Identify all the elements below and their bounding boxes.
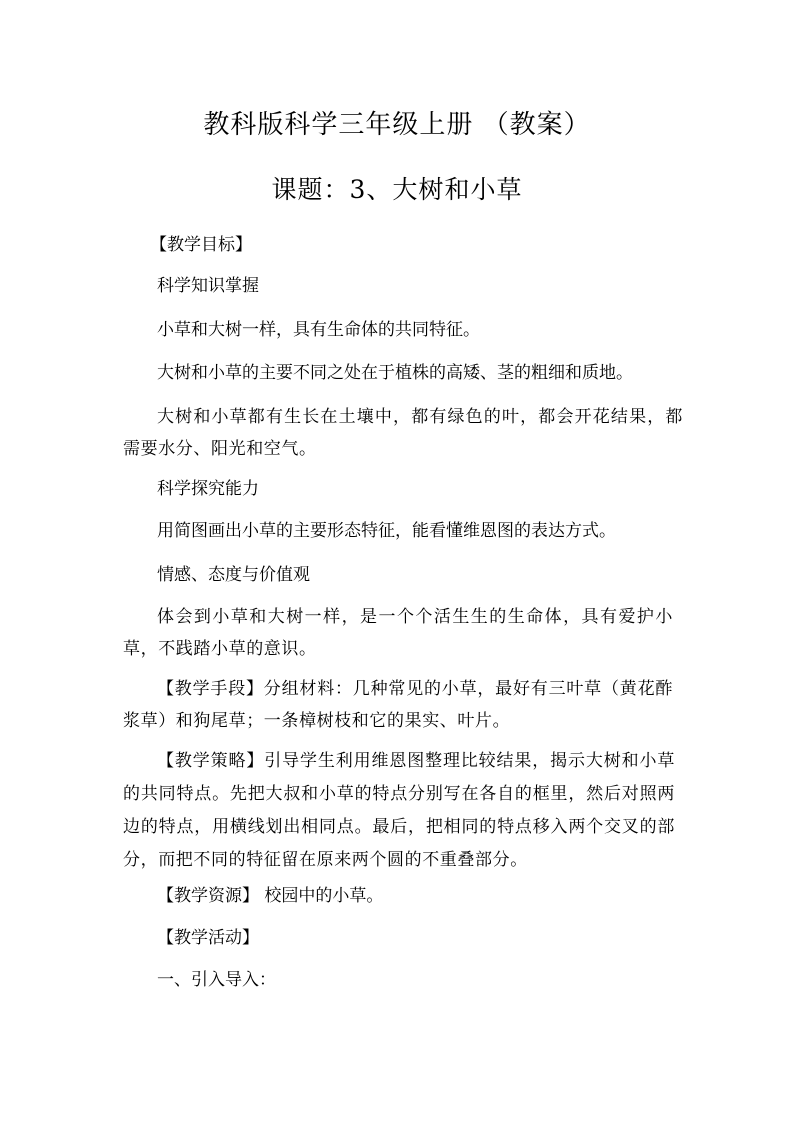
teaching-resource-text: 校园中的小草。	[259, 886, 384, 906]
lesson-title: 课题：3、大树和小草	[271, 175, 523, 204]
teaching-means-paragraph	[123, 673, 673, 737]
teaching-resource-label: 【教学资源】	[157, 886, 259, 906]
inquiry-item-1: 用简图画出小草的主要形态特征，能看懂维恩图的表达方式。	[157, 521, 616, 541]
emotion-heading: 情感、态度与价值观	[157, 565, 310, 585]
knowledge-item-2: 大树和小草的主要不同之处在于植株的高矮、茎的粗细和质地。	[157, 363, 633, 383]
teaching-strategy-label: 【教学策略】	[157, 751, 265, 771]
document-title: 教科版科学三年级上册 （教案）	[203, 110, 591, 140]
teaching-means-label: 【教学手段】	[157, 679, 264, 699]
emotion-item-1: 体会到小草和大树一样，是一个个活生生的生命体，具有爱护小草，不践踏小草的意识。	[123, 607, 673, 659]
inquiry-heading: 科学探究能力	[157, 479, 259, 499]
teaching-strategy-text: 引导学生利用维恩图整理比较结果，揭示大树和小草的共同特点。先把大叔和小草的特点分别写在各自的框里，然后对照两边的特点，用横线划出相同点。最后，把相同的特点移入两个交叉的部分，而把不同的特征留在原来两个圆的不重叠部分。	[123, 751, 675, 870]
knowledge-heading: 科学知识掌握	[157, 276, 259, 296]
activity-step-1: 一、引入导入：	[157, 970, 276, 990]
teaching-strategy-paragraph	[123, 745, 675, 877]
teaching-activity-heading: 【教学活动】	[157, 928, 259, 948]
teaching-goal-heading: 【教学目标】	[150, 235, 252, 255]
teaching-means-text: 分组材料：几种常见的小草，最好有三叶草（黄花酢浆草）和狗尾草；一条樟树枝和它的果实、叶片。	[123, 679, 673, 731]
knowledge-item-3: 大树和小草都有生长在土壤中，都有绿色的叶，都会开花结果，都需要水分、阳光和空气。	[123, 407, 683, 459]
knowledge-item-1: 小草和大树一样，具有生命体的共同特征。	[157, 320, 480, 340]
teaching-resource-paragraph	[157, 880, 717, 912]
